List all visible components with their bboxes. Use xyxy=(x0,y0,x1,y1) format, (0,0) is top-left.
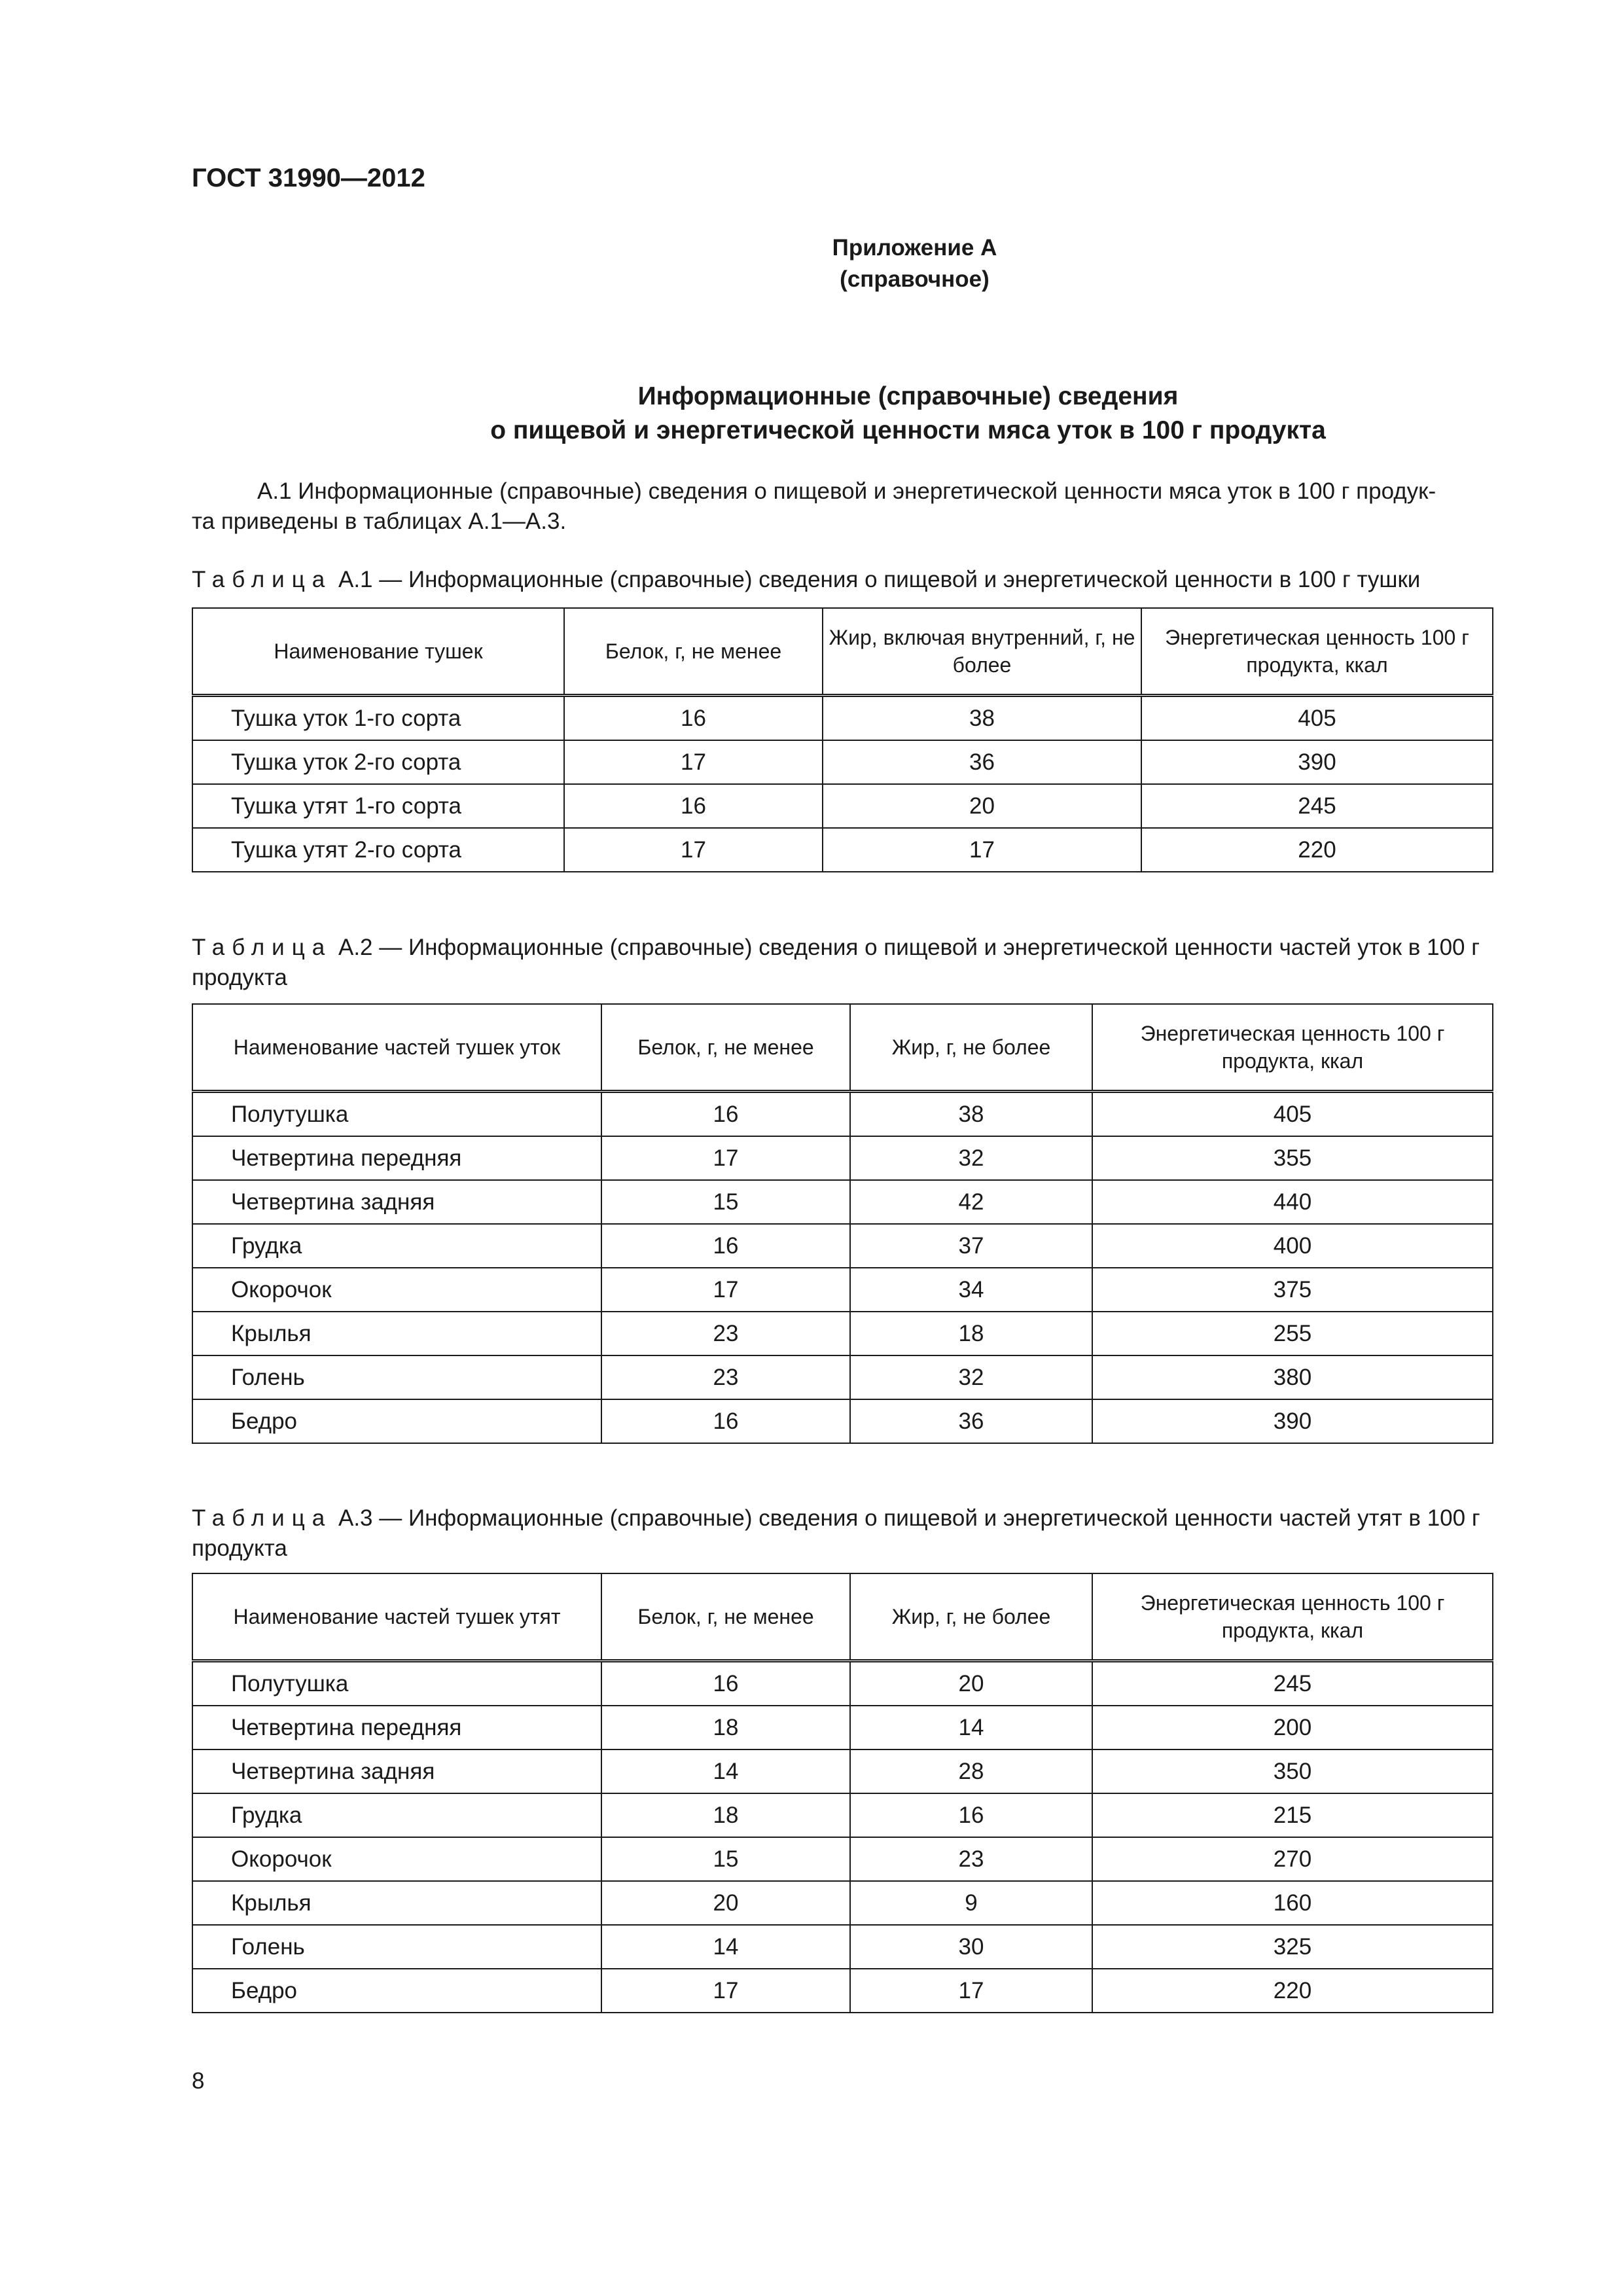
header-cell: Наименование частей тушек утят xyxy=(192,1573,601,1661)
value-cell: 23 xyxy=(601,1355,850,1399)
header-cell: Наименование тушек xyxy=(192,608,564,696)
header-cell: Энергетическая ценность 100 г продукта, ккал xyxy=(1092,1573,1493,1661)
document-code: ГОСТ 31990—2012 xyxy=(192,164,425,192)
section-heading-line-2: о пищевой и энергетической ценности мяса уток в 100 г продукта xyxy=(490,416,1326,444)
row-name-cell: Четвертина передняя xyxy=(192,1136,601,1180)
table-caption-text: А.3 — Информационные (справочные) сведения о пищевой и энергетической ценности частей утят в 100 г продукта xyxy=(192,1505,1480,1561)
value-cell: 16 xyxy=(850,1793,1092,1837)
table-row xyxy=(192,1881,1493,1925)
table-row xyxy=(192,1969,1493,2013)
row-name-cell: Тушка утят 2-го сорта xyxy=(192,828,564,872)
table-row xyxy=(192,1092,1493,1137)
intro-line-1: А.1 Информационные (справочные) сведения о пищевой и энергетической ценности мяса уток в 100 г продук- xyxy=(257,478,1436,504)
table-row xyxy=(192,1355,1493,1399)
table-a2 xyxy=(192,1003,1493,1444)
table-word: Таблица xyxy=(192,567,332,592)
row-name-cell: Полутушка xyxy=(192,1661,601,1706)
value-cell: 245 xyxy=(1092,1661,1493,1706)
row-name-cell: Окорочок xyxy=(192,1837,601,1881)
value-cell: 17 xyxy=(850,1969,1092,2013)
value-cell: 16 xyxy=(601,1224,850,1268)
value-cell: 350 xyxy=(1092,1749,1493,1793)
value-cell: 220 xyxy=(1141,828,1493,872)
page-number: 8 xyxy=(192,2068,205,2094)
row-name-cell: Тушка уток 1-го сорта xyxy=(192,696,564,741)
value-cell: 325 xyxy=(1092,1925,1493,1969)
header-cell: Белок, г, не менее xyxy=(564,608,823,696)
value-cell: 28 xyxy=(850,1749,1092,1793)
value-cell: 37 xyxy=(850,1224,1092,1268)
row-name-cell: Тушка уток 2-го сорта xyxy=(192,740,564,784)
value-cell: 9 xyxy=(850,1881,1092,1925)
table-row xyxy=(192,1706,1493,1749)
table-header-row xyxy=(192,608,1493,696)
value-cell: 15 xyxy=(601,1837,850,1881)
row-name-cell: Крылья xyxy=(192,1312,601,1355)
value-cell: 23 xyxy=(601,1312,850,1355)
value-cell: 16 xyxy=(601,1399,850,1443)
value-cell: 20 xyxy=(850,1661,1092,1706)
row-name-cell: Четвертина задняя xyxy=(192,1180,601,1224)
intro-paragraph xyxy=(192,476,1492,537)
value-cell: 14 xyxy=(850,1706,1092,1749)
header-cell: Белок, г, не менее xyxy=(601,1573,850,1661)
value-cell: 390 xyxy=(1141,740,1493,784)
header-cell: Жир, включая внутренний, г, не более xyxy=(823,608,1141,696)
table-row xyxy=(192,1312,1493,1355)
value-cell: 215 xyxy=(1092,1793,1493,1837)
row-name-cell: Полутушка xyxy=(192,1092,601,1137)
value-cell: 405 xyxy=(1092,1092,1493,1137)
table-a3-caption xyxy=(192,1503,1492,1564)
value-cell: 17 xyxy=(823,828,1141,872)
value-cell: 220 xyxy=(1092,1969,1493,2013)
value-cell: 16 xyxy=(564,696,823,741)
table-caption-text: А.1 — Информационные (справочные) сведения о пищевой и энергетической ценности в 100 г тушки xyxy=(338,567,1421,592)
row-name-cell: Тушка утят 1-го сорта xyxy=(192,784,564,828)
value-cell: 200 xyxy=(1092,1706,1493,1749)
value-cell: 38 xyxy=(850,1092,1092,1137)
value-cell: 14 xyxy=(601,1749,850,1793)
table-caption-text: А.2 — Информационные (справочные) сведения о пищевой и энергетической ценности частей уток в 100 г продукта xyxy=(192,935,1480,990)
row-name-cell: Окорочок xyxy=(192,1268,601,1312)
table-row xyxy=(192,696,1493,741)
table-row xyxy=(192,1399,1493,1443)
table-row xyxy=(192,784,1493,828)
value-cell: 20 xyxy=(601,1881,850,1925)
table-row xyxy=(192,1793,1493,1837)
value-cell: 30 xyxy=(850,1925,1092,1969)
header-cell: Белок, г, не менее xyxy=(601,1004,850,1092)
header-cell: Наименование частей тушек уток xyxy=(192,1004,601,1092)
table-a1 xyxy=(192,607,1493,872)
value-cell: 405 xyxy=(1141,696,1493,741)
table-row xyxy=(192,1749,1493,1793)
value-cell: 375 xyxy=(1092,1268,1493,1312)
value-cell: 18 xyxy=(601,1706,850,1749)
table-a2-caption xyxy=(192,933,1492,993)
table-header-row xyxy=(192,1004,1493,1092)
value-cell: 440 xyxy=(1092,1180,1493,1224)
table-row xyxy=(192,740,1493,784)
table-a1-caption xyxy=(192,565,1492,595)
appendix-title: Приложение А xyxy=(832,235,997,260)
value-cell: 14 xyxy=(601,1925,850,1969)
value-cell: 380 xyxy=(1092,1355,1493,1399)
value-cell: 36 xyxy=(823,740,1141,784)
table-row xyxy=(192,1180,1493,1224)
value-cell: 17 xyxy=(601,1268,850,1312)
header-cell: Энергетическая ценность 100 г продукта, ккал xyxy=(1092,1004,1493,1092)
row-name-cell: Четвертина передняя xyxy=(192,1706,601,1749)
value-cell: 16 xyxy=(564,784,823,828)
value-cell: 17 xyxy=(601,1136,850,1180)
header-cell: Жир, г, не более xyxy=(850,1573,1092,1661)
value-cell: 18 xyxy=(601,1793,850,1837)
value-cell: 355 xyxy=(1092,1136,1493,1180)
table-row xyxy=(192,1224,1493,1268)
value-cell: 17 xyxy=(564,740,823,784)
intro-line-2: та приведены в таблицах А.1—А.3. xyxy=(192,509,567,534)
table-word: Таблица xyxy=(192,935,332,960)
value-cell: 20 xyxy=(823,784,1141,828)
value-cell: 390 xyxy=(1092,1399,1493,1443)
value-cell: 38 xyxy=(823,696,1141,741)
value-cell: 15 xyxy=(601,1180,850,1224)
table-word: Таблица xyxy=(192,1505,332,1531)
table-row xyxy=(192,1136,1493,1180)
value-cell: 32 xyxy=(850,1136,1092,1180)
value-cell: 17 xyxy=(564,828,823,872)
value-cell: 32 xyxy=(850,1355,1092,1399)
value-cell: 255 xyxy=(1092,1312,1493,1355)
header-cell: Жир, г, не более xyxy=(850,1004,1092,1092)
value-cell: 400 xyxy=(1092,1224,1493,1268)
row-name-cell: Бедро xyxy=(192,1969,601,2013)
value-cell: 42 xyxy=(850,1180,1092,1224)
table-row xyxy=(192,1661,1493,1706)
value-cell: 245 xyxy=(1141,784,1493,828)
value-cell: 17 xyxy=(601,1969,850,2013)
header-cell: Энергетическая ценность 100 г продукта, ккал xyxy=(1141,608,1493,696)
value-cell: 16 xyxy=(601,1092,850,1137)
row-name-cell: Голень xyxy=(192,1355,601,1399)
value-cell: 270 xyxy=(1092,1837,1493,1881)
table-row xyxy=(192,1837,1493,1881)
appendix-subtitle: (справочное) xyxy=(840,266,990,292)
table-row xyxy=(192,1925,1493,1969)
row-name-cell: Четвертина задняя xyxy=(192,1749,601,1793)
value-cell: 18 xyxy=(850,1312,1092,1355)
value-cell: 16 xyxy=(601,1661,850,1706)
value-cell: 160 xyxy=(1092,1881,1493,1925)
table-a3 xyxy=(192,1573,1493,2013)
table-header-row xyxy=(192,1573,1493,1661)
section-heading-line-1: Информационные (справочные) сведения xyxy=(637,382,1179,410)
row-name-cell: Грудка xyxy=(192,1793,601,1837)
value-cell: 23 xyxy=(850,1837,1092,1881)
value-cell: 34 xyxy=(850,1268,1092,1312)
row-name-cell: Голень xyxy=(192,1925,601,1969)
value-cell: 36 xyxy=(850,1399,1092,1443)
table-row xyxy=(192,1268,1493,1312)
row-name-cell: Бедро xyxy=(192,1399,601,1443)
row-name-cell: Грудка xyxy=(192,1224,601,1268)
table-row xyxy=(192,828,1493,872)
row-name-cell: Крылья xyxy=(192,1881,601,1925)
